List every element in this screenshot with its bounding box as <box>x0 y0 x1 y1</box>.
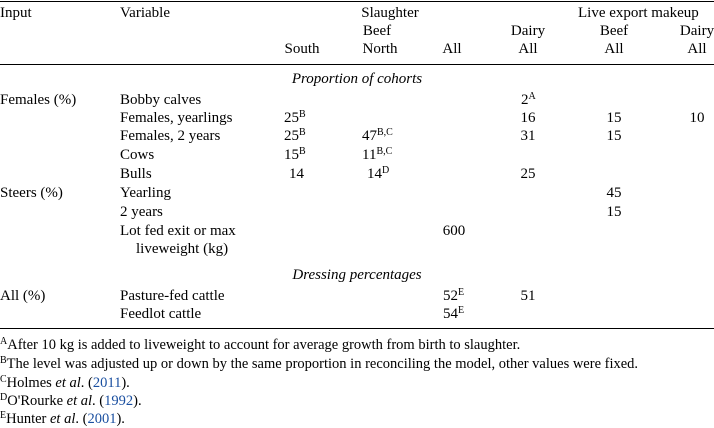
header-dairy-all: All <box>518 41 538 57</box>
header-le-dairy-all: All <box>687 41 707 57</box>
row-label: Females, 2 years <box>120 128 221 144</box>
header-le-beef: Beef <box>599 23 629 39</box>
row-label-cont: liveweight (kg) <box>136 241 229 257</box>
cell-north: $47^{B,C}$ <box>362 127 393 144</box>
header-beef: Beef <box>362 23 392 39</box>
header-rule <box>0 64 714 65</box>
section-cohorts: Proportion of cohorts <box>291 71 423 87</box>
cell-le-beef: 15 <box>606 128 622 144</box>
row-label: Lot fed exit or max <box>120 223 236 239</box>
group-females: Females (%) <box>0 92 77 108</box>
cell-south: $15^B$ <box>284 146 306 163</box>
cell-north: $11^{B,C}$ <box>362 146 393 163</box>
citation-link[interactable]: 2001 <box>87 411 117 427</box>
header-dairy: Dairy <box>510 23 546 39</box>
footnote-d: $^D$O'Rourke et al. (1992). <box>0 392 142 409</box>
cell-dairy-all: 25 <box>520 166 536 182</box>
header-live-export: Live export makeup <box>578 5 699 21</box>
row-label: Females, yearlings <box>120 110 233 126</box>
section-dressing: Dressing percentages <box>292 267 422 283</box>
cell-le-beef: 15 <box>606 110 622 126</box>
footnote-c: $^C$Holmes et al. (2011). <box>0 374 130 391</box>
header-le-dairy: Dairy <box>679 23 714 39</box>
cell-south: $25^B$ <box>284 127 306 144</box>
cell-north: $14^D$ <box>367 165 390 182</box>
row-label: Yearling <box>120 185 171 201</box>
cell-dairy-all: 51 <box>520 288 536 304</box>
cell-dairy-all: $2^A$ <box>521 91 536 108</box>
header-south: South <box>284 41 320 57</box>
bottom-rule <box>0 328 714 329</box>
cell-le-beef: 45 <box>606 185 622 201</box>
top-rule <box>0 1 714 2</box>
header-input: Input <box>0 5 32 21</box>
cell-south: $25^B$ <box>284 109 306 126</box>
citation-link[interactable]: 1992 <box>104 393 134 409</box>
cell-slaughter-all: $54^E$ <box>443 305 465 322</box>
row-label: Pasture-fed cattle <box>120 288 225 304</box>
citation-link[interactable]: 2011 <box>92 375 122 391</box>
header-variable: Variable <box>120 5 170 21</box>
cell-le-dairy: 10 <box>689 110 705 126</box>
footnote-a: $^A$After 10 kg is added to liveweight to account for average growth from birth to slaughter. <box>0 336 521 353</box>
row-label: Feedlot cattle <box>120 306 202 322</box>
row-label: Cows <box>120 147 155 163</box>
row-label: Bobby calves <box>120 92 202 108</box>
footnote-b: $^B$The level was adjusted up or down by the same proportion in reconciling the model, other values were fixed. <box>0 355 639 372</box>
group-steers: Steers (%) <box>0 185 63 201</box>
footnote-e: $^E$Hunter et al. (2001). <box>0 410 125 427</box>
cell-dairy-all: 31 <box>520 128 536 144</box>
cell-slaughter-all: $52^E$ <box>443 287 465 304</box>
cell-south: 14 <box>289 166 304 182</box>
header-slaughter-all: All <box>442 41 462 57</box>
cell-dairy-all: 16 <box>520 110 536 126</box>
header-north: North <box>362 41 398 57</box>
header-slaughter: Slaughter <box>361 5 419 21</box>
row-label: 2 years <box>120 204 163 220</box>
header-le-beef-all: All <box>604 41 624 57</box>
row-label: Bulls <box>120 166 152 182</box>
group-all: All (%) <box>0 288 46 304</box>
cell-le-beef: 15 <box>606 204 622 220</box>
cell-slaughter-all: 600 <box>442 223 466 239</box>
